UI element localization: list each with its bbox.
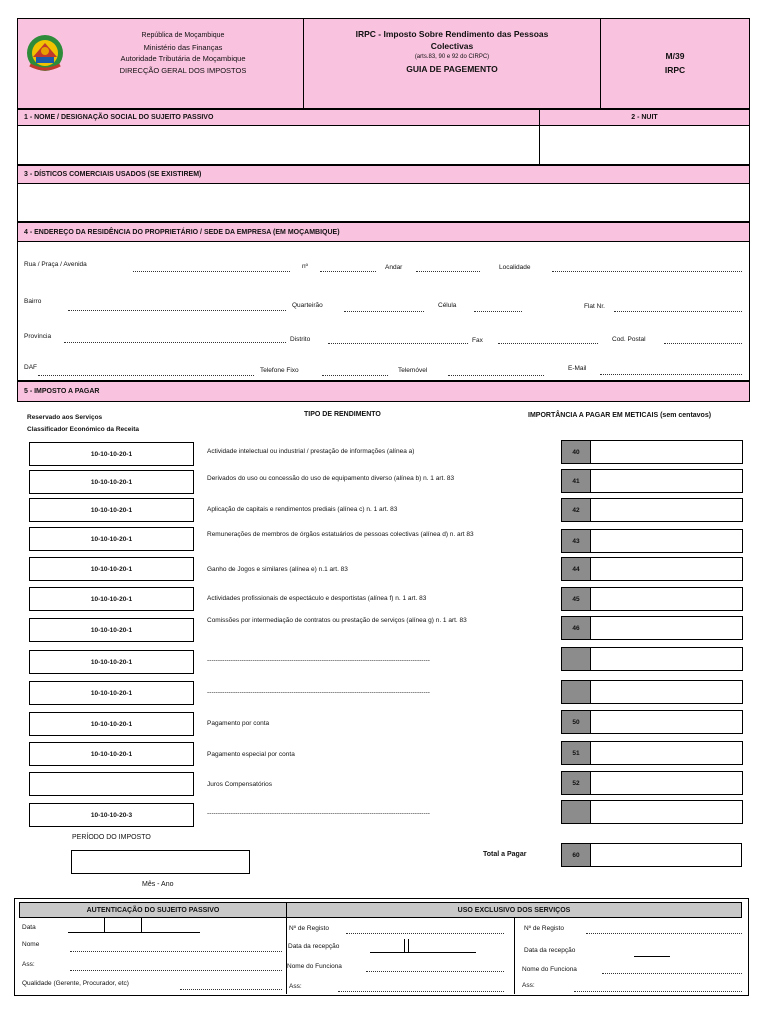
footer-divider xyxy=(514,918,515,994)
amount-field[interactable] xyxy=(590,647,743,671)
month-year-label: Mês - Ano xyxy=(142,881,174,888)
income-type-text: Ganho de Jogos e similares (alínea e) n.1 art. 83 xyxy=(207,566,348,573)
guide-title: GUIA DE PAGEMENTO xyxy=(406,63,498,74)
income-type-text: Actividade intelectual ou industrial / prestação de informações (alínea a) xyxy=(207,448,415,455)
amount-header: IMPORTÂNCIA A PAGAR EM METICAIS (sem centavos) xyxy=(528,412,712,419)
signature-label: Ass: xyxy=(22,961,35,968)
street-field[interactable] xyxy=(133,271,290,272)
email-field[interactable] xyxy=(600,374,742,375)
line-number: 43 xyxy=(561,529,591,553)
registry-number-label-2: Nº de Registo xyxy=(524,925,564,932)
fax-field[interactable] xyxy=(498,343,598,344)
officer-name-label: Nome do Funciona xyxy=(287,963,342,970)
flat-label: Flat Nr. xyxy=(584,303,605,310)
section-3-header: 3 - DÍSTICOS COMERCIAIS USADOS (SE EXISTIREM) xyxy=(17,165,750,184)
postal-label: Cod. Postal xyxy=(612,336,646,343)
province-field[interactable] xyxy=(64,342,286,343)
quality-field[interactable] xyxy=(180,989,282,990)
number-field[interactable] xyxy=(320,271,376,272)
officer-name-field[interactable] xyxy=(366,971,504,972)
directorate-text: DIRECÇÃO GERAL DOS IMPOSTOS xyxy=(119,66,247,76)
revenue-code: 10-10-10-20-1 xyxy=(29,442,194,466)
registry-number-label: Nº de Registo xyxy=(289,925,329,932)
header-right xyxy=(600,18,750,109)
revenue-code: 10-10-10-20-1 xyxy=(29,470,194,494)
quality-label: Qualidade (Gerente, Procurador, etc) xyxy=(22,980,129,987)
line-number: 51 xyxy=(561,741,591,765)
flat-field[interactable] xyxy=(614,311,742,312)
district-field[interactable] xyxy=(328,343,468,344)
daf-label: DAF xyxy=(24,364,37,371)
line-number: 45 xyxy=(561,587,591,611)
mobile-field[interactable] xyxy=(448,375,544,376)
officer-name-field-2[interactable] xyxy=(602,973,742,974)
taxpayer-name-field[interactable] xyxy=(17,125,540,165)
income-type-text: Comissões por intermediação de contratos ou prestação de serviços (alínea g) n. 1 art. 83 xyxy=(207,617,467,624)
articles-text: (arts.83, 90 e 92 do CIRPC) xyxy=(414,54,490,61)
name-label: Nome xyxy=(22,941,40,948)
cell-label: Célula xyxy=(438,302,457,309)
form-tax: IRPC xyxy=(664,65,686,76)
total-line-number: 60 xyxy=(561,843,591,867)
officer-signature-label-2: Ass: xyxy=(522,982,535,989)
locality-field[interactable] xyxy=(552,271,742,272)
officer-name-label-2: Nome do Funciona xyxy=(522,966,577,973)
footer-divider xyxy=(286,918,287,994)
officer-signature-label: Ass: xyxy=(289,983,302,990)
amount-field[interactable] xyxy=(590,529,743,553)
date-label: Data xyxy=(22,924,36,931)
phone-label: Telefone Fixo xyxy=(260,367,299,374)
province-label: Província xyxy=(24,333,52,340)
income-type-header: TIPO DE RENDIMENTO xyxy=(304,411,381,418)
line-number: 50 xyxy=(561,710,591,734)
income-type-text: Juros Compensatórios xyxy=(207,781,273,788)
daf-field[interactable] xyxy=(38,375,254,376)
line-number: 41 xyxy=(561,469,591,493)
amount-field[interactable] xyxy=(590,616,743,640)
date-field[interactable] xyxy=(68,918,200,933)
registry-number-field[interactable] xyxy=(346,933,504,934)
floor-label: Andar xyxy=(385,264,403,271)
amount-field[interactable] xyxy=(590,800,743,824)
total-amount-field[interactable] xyxy=(590,843,742,867)
income-type-text: Aplicação de capitais e rendimentos prediais (alínea c) n. 1 art. 83 xyxy=(207,506,398,513)
reception-date-label: Data da recepção xyxy=(288,943,340,950)
income-type-text: ------------------------------------------------------------------------------------------------------- xyxy=(207,657,430,664)
amount-field[interactable] xyxy=(590,469,743,493)
income-type-text: ------------------------------------------------------------------------------------------------------- xyxy=(207,810,430,817)
header-left xyxy=(17,18,304,109)
section-5-header: 5 - IMPOSTO A PAGAR xyxy=(17,381,750,402)
block-field[interactable] xyxy=(344,311,424,312)
line-number: 44 xyxy=(561,557,591,581)
nuit-field[interactable] xyxy=(539,125,750,165)
revenue-code: 10-10-10-20-3 xyxy=(29,803,194,827)
amount-field[interactable] xyxy=(590,557,743,581)
locality-label: Localidade xyxy=(499,264,531,271)
income-type-text: Pagamento por conta xyxy=(207,720,270,727)
tax-title-line1: IRPC - Imposto Sobre Rendimento das Pessoas xyxy=(355,29,549,39)
form-code: M/39 xyxy=(665,51,685,61)
total-label: Total a Pagar xyxy=(483,851,527,858)
ministry-text: Ministério das Finanças xyxy=(143,42,223,52)
tax-period-field[interactable] xyxy=(71,850,250,874)
auth-header: AUTENTICAÇÃO DO SUJEITO PASSIVO xyxy=(19,902,287,918)
name-field[interactable] xyxy=(70,951,282,952)
phone-field[interactable] xyxy=(322,375,388,376)
line-number: 52 xyxy=(561,771,591,795)
neighborhood-label: Bairro xyxy=(24,298,42,305)
mobile-label: Telemóvel xyxy=(398,367,428,374)
reception-date-field[interactable] xyxy=(370,939,476,953)
revenue-code xyxy=(29,772,194,796)
income-type-text: Pagamento especial por conta xyxy=(207,751,295,758)
trade-names-field[interactable] xyxy=(17,183,750,222)
line-number: 42 xyxy=(561,498,591,522)
cell-field[interactable] xyxy=(474,311,522,312)
income-type-text: ------------------------------------------------------------------------------------------------------- xyxy=(207,689,430,696)
revenue-code: 10-10-10-20-1 xyxy=(29,557,194,581)
line-number xyxy=(561,800,591,824)
revenue-code: 10-10-10-20-1 xyxy=(29,712,194,736)
amount-field[interactable] xyxy=(590,498,743,522)
section-2-header: 2 - NUIT xyxy=(539,109,750,126)
line-number xyxy=(561,680,591,704)
authority-text: Autoridade Tributária de Moçambique xyxy=(120,54,246,64)
amount-field[interactable] xyxy=(590,587,743,611)
line-number: 46 xyxy=(561,616,591,640)
line-number xyxy=(561,647,591,671)
revenue-code: 10-10-10-20-1 xyxy=(29,650,194,674)
coat-of-arms-icon xyxy=(24,31,66,75)
income-type-text: Actividades profissionais de espectáculo e desportistas (alínea f) n. 1 art. 83 xyxy=(207,595,427,602)
tax-period-label: PERÍODO DO IMPOSTO xyxy=(72,834,151,841)
reserved-label: Reservado aos Serviços xyxy=(27,414,103,421)
amount-field[interactable] xyxy=(590,440,743,464)
fax-label: Fax xyxy=(472,337,483,344)
tax-title-line2: Colectivas xyxy=(430,41,474,52)
republic-text: República de Moçambique xyxy=(141,32,225,39)
revenue-code: 10-10-10-20-1 xyxy=(29,618,194,642)
street-label: Rua / Praça / Avenida xyxy=(24,261,87,268)
income-type-text: Derivados do uso ou concessão do uso de equipamento diverso (alínea b) n. 1 art. 83 xyxy=(207,475,455,482)
classifier-label: Classificador Económico da Receita xyxy=(27,425,139,433)
header-title xyxy=(303,18,601,109)
registry-number-field-2[interactable] xyxy=(586,933,742,934)
revenue-code: 10-10-10-20-1 xyxy=(29,587,194,611)
reception-date-label-2: Data da recepção xyxy=(524,947,576,954)
amount-field[interactable] xyxy=(590,710,743,734)
services-header: USO EXCLUSIVO DOS SERVIÇOS xyxy=(286,902,742,918)
officer-signature-field-2[interactable] xyxy=(574,991,742,992)
revenue-code: 10-10-10-20-1 xyxy=(29,681,194,705)
number-label: nº xyxy=(302,263,308,270)
neighborhood-field[interactable] xyxy=(68,310,286,311)
section-1-header: 1 - NOME / DESIGNAÇÃO SOCIAL DO SUJEITO PASSIVO xyxy=(17,109,540,126)
postal-field[interactable] xyxy=(664,343,742,344)
officer-signature-field[interactable] xyxy=(338,991,504,992)
line-number: 40 xyxy=(561,440,591,464)
block-label: Quarteirão xyxy=(292,302,323,309)
revenue-code: 10-10-10-20-1 xyxy=(29,498,194,522)
revenue-code: 10-10-10-20-1 xyxy=(29,527,194,551)
section-4-header: 4 - ENDEREÇO DA RESIDÊNCIA DO PROPRIETÁRIO / SEDE DA EMPRESA (EM MOÇAMBIQUE) xyxy=(17,222,750,242)
floor-field[interactable] xyxy=(416,271,480,272)
district-label: Distrito xyxy=(290,336,311,343)
revenue-code: 10-10-10-20-1 xyxy=(29,742,194,766)
amount-field[interactable] xyxy=(590,771,743,795)
reception-date-field-2[interactable] xyxy=(634,956,670,957)
signature-field[interactable] xyxy=(70,970,282,971)
amount-field[interactable] xyxy=(590,741,743,765)
income-type-text: Remunerações de membros de órgãos estatuários de pessoas colectivas (alínea d) n. art 83 xyxy=(207,531,474,538)
amount-field[interactable] xyxy=(590,680,743,704)
email-label: E-Mail xyxy=(568,365,587,372)
